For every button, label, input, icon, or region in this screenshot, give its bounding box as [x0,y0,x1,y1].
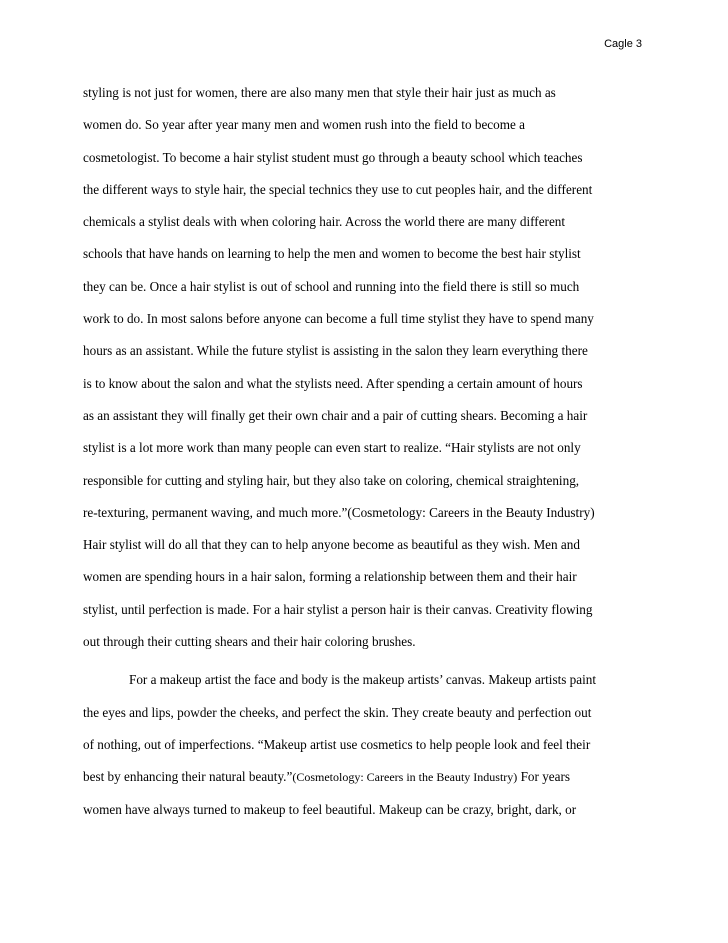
text-line: hours as an assistant. While the future stylist is assisting in the salon they learn everything there [83,343,588,359]
text-line: cosmetologist. To become a hair stylist student must go through a beauty school which teaches [83,149,583,165]
text-line: work to do. In most salons before anyone can become a full time stylist they have to spend many [83,311,594,327]
text-line: women do. So year after year many men and women rush into the field to become a [83,117,526,133]
text-line: women have always turned to makeup to feel beautiful. Makeup can be crazy, bright, dark, or [83,801,577,817]
text-line: stylist is a lot more work than many people can even start to realize. “Hair stylists are not only [83,440,581,456]
inline-citation: (Cosmetology: Careers in the Beauty Industry) [292,770,518,785]
text-line: Hair stylist will do all that they can to help anyone become as beautiful as they wish. Men and [83,537,580,553]
text-line: styling is not just for women, there are also many men that style their hair just as much as [83,85,556,100]
text-line: schools that have hands on learning to help the men and women to become the best hair stylist [83,246,581,262]
running-head: Cagle 3 [604,38,642,50]
text-line: is to know about the salon and what the stylists need. After spending a certain amount of hours [83,375,583,391]
text-line: women are spending hours in a hair salon, forming a relationship between them and their hair [83,569,577,585]
text-line-with-citation [83,764,596,796]
text-line-main: best by enhancing their natural beauty.” [83,769,293,785]
text-line: re-texturing, permanent waving, and much more.”(Cosmetology: Careers in the Beauty Industry) [83,504,595,520]
text-line: stylist, until perfection is made. For a hair stylist a person hair is their canvas. Creativity flowing [83,601,593,617]
text-line: of nothing, out of imperfections. “Makeup artist use cosmetics to help people look and feel their [83,736,591,752]
text-line: the different ways to style hair, the special technics they use to cut peoples hair, and the different [83,181,593,197]
text-line: as an assistant they will finally get their own chair and a pair of cutting shears. Becoming a hair [83,407,588,423]
text-line-tail: For years [517,769,571,785]
text-line: chemicals a stylist deals with when coloring hair. Across the world there are many different [83,214,566,230]
text-line: they can be. Once a hair stylist is out of school and running into the field there is still so much [83,278,580,294]
text-line: the eyes and lips, powder the cheeks, and perfect the skin. They create beauty and perfection out [83,704,592,720]
paragraph-first-line [83,667,596,699]
text-line: responsible for cutting and styling hair, but they also take on coloring, chemical straightening, [83,472,580,488]
text-line: out through their cutting shears and their hair coloring brushes. [83,634,416,650]
body-text [83,80,596,829]
text-line-content: For a makeup artist the face and body is the makeup artists’ canvas. Makeup artists paint [129,672,597,688]
